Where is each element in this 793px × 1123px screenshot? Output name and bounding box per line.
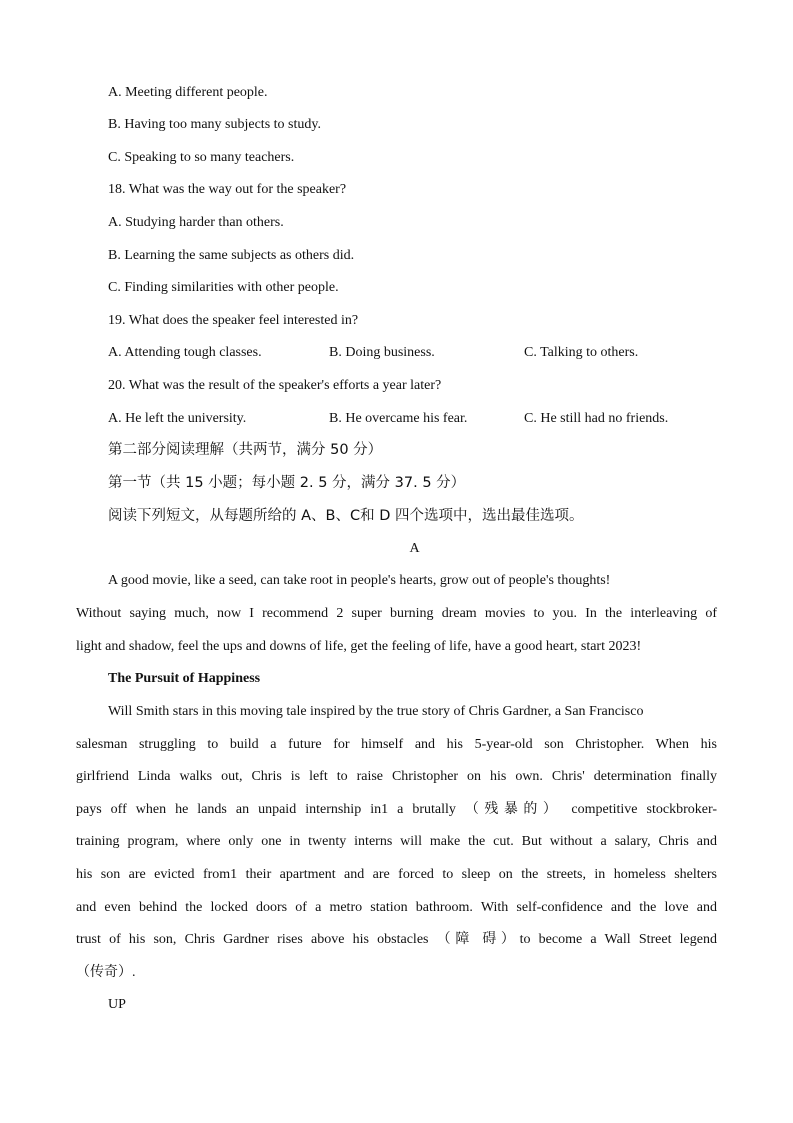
movie1-line: pays off when he lands an unpaid internship in1 a brutally （残暴的） competitive stockbroker- [76, 802, 717, 817]
q20-question: 20. What was the result of the speaker's efforts a year later? [108, 378, 442, 393]
q19-option-b: B. Doing business. [329, 345, 435, 360]
q18-question: 18. What was the way out for the speaker? [108, 182, 347, 197]
section1-heading: 第一节（共 15 小题；每小题 2. 5 分，满分 37. 5 分） [108, 475, 466, 491]
movie1-line: his son are evicted from1 their apartment and are forced to sleep on the streets, in homeless shelters [76, 867, 717, 882]
movie1-title: The Pursuit of Happiness [108, 671, 261, 686]
movie1-line: training program, where only one in twenty interns will make the cut. But without a salary, Chris and [76, 834, 717, 849]
movie1-line: trust of his son, Chris Gardner rises above his obstacles （障 碍）to become a Wall Street legend [76, 932, 717, 947]
q18-option-c: C. Finding similarities with other people. [108, 280, 339, 295]
passage-label: A [409, 541, 420, 556]
movie1-line: Will Smith stars in this moving tale inspired by the true story of Chris Gardner, a San Francisco [108, 704, 644, 719]
intro-line-1: A good movie, like a seed, can take root in people's hearts, grow out of people's thoughts! [108, 573, 611, 588]
q18-option-b: B. Learning the same subjects as others did. [108, 248, 355, 263]
movie2-title: UP [108, 997, 126, 1012]
movie1-last-line: （传奇）. [76, 965, 136, 980]
q19-question: 19. What does the speaker feel interested in? [108, 313, 359, 328]
movie1-line: girlfriend Linda walks out, Chris is left to raise Christopher on his own. Chris' determination finally [76, 769, 717, 784]
movie1-line: salesman struggling to build a future for himself and his 5-year-old son Christopher. When his [76, 737, 717, 752]
q17-option-a: A. Meeting different people. [108, 85, 268, 100]
q17-option-c: C. Speaking to so many teachers. [108, 150, 295, 165]
reading-instruction: 阅读下列短文，从每题所给的 A、B、C和 D 四个选项中，选出最佳选项。 [108, 508, 584, 524]
q19-option-c: C. Talking to others. [524, 345, 639, 360]
q18-option-a: A. Studying harder than others. [108, 215, 284, 230]
intro-line-2: Without saying much, now I recommend 2 super burning dream movies to you. In the interleaving of [76, 606, 717, 621]
q19-option-a: A. Attending tough classes. [108, 345, 262, 360]
q17-option-b: B. Having too many subjects to study. [108, 117, 321, 132]
q20-option-a: A. He left the university. [108, 411, 247, 426]
part2-heading: 第二部分阅读理解（共两节，满分 50 分） [108, 442, 383, 458]
q20-option-c: C. He still had no friends. [524, 411, 669, 426]
intro-line-3: light and shadow, feel the ups and downs of life, get the feeling of life, have a good heart, start 2023! [76, 639, 642, 654]
q20-option-b: B. He overcame his fear. [329, 411, 468, 426]
movie1-line: and even behind the locked doors of a metro station bathroom. With self-confidence and the love and [76, 900, 717, 915]
